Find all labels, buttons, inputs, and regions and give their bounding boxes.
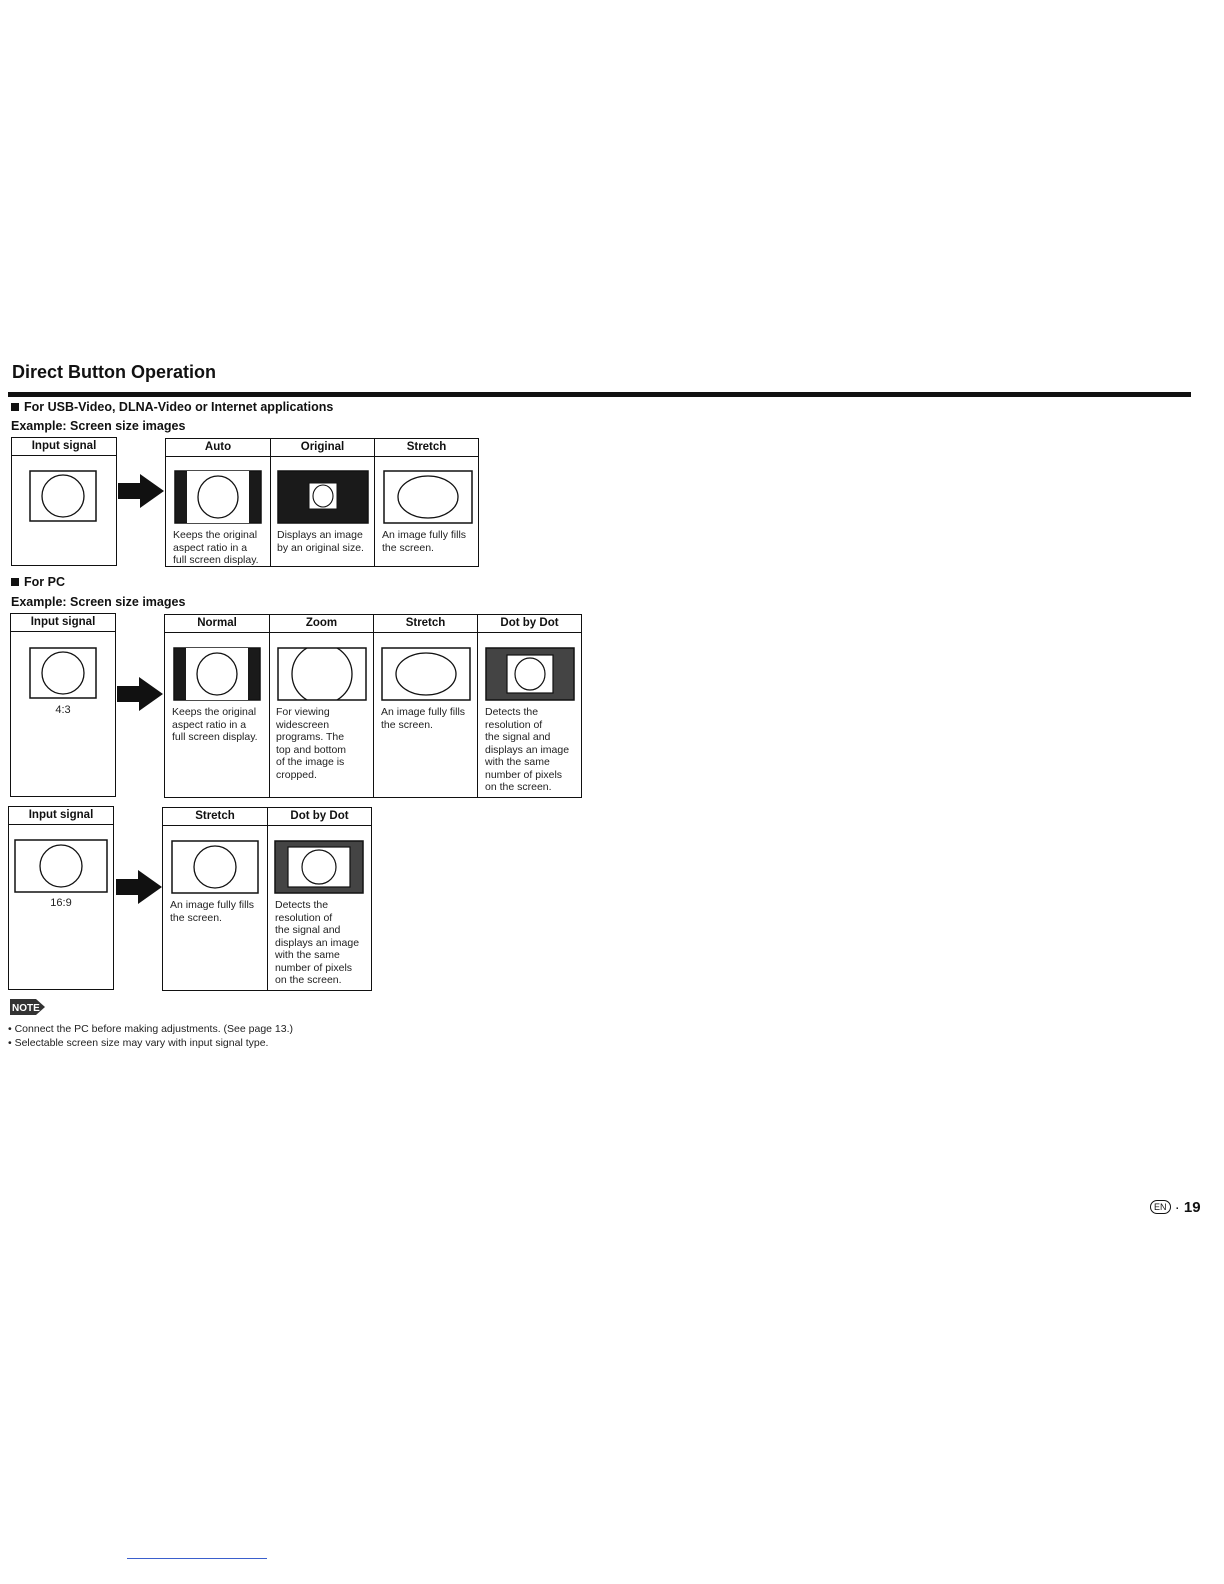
stretch-mode-screen-icon (171, 840, 259, 894)
footer-line (127, 1558, 267, 1559)
pc-mode-dot-by-dot-desc: Detects the resolution of the signal and displays an image with the same number of pixels on the screen. (485, 706, 570, 793)
dot-by-dot-mode-screen-icon (274, 840, 364, 894)
pc-mode-dot-by-dot-label: Dot by Dot (478, 615, 581, 633)
original-mode-screen-icon (277, 470, 369, 524)
page-separator: · (1174, 1199, 1180, 1216)
usb-mode-stretch-desc: An image fully fills the screen. (382, 529, 467, 554)
stretch-mode-screen-icon (383, 470, 473, 524)
pc-mode-stretch-desc: An image fully fills the screen. (381, 706, 466, 731)
usb-mode-stretch (374, 439, 478, 566)
usb-mode-auto (166, 439, 270, 566)
bullet-square-icon (11, 578, 19, 586)
pc-mode-dot-by-dot-16x9 (267, 808, 371, 990)
pc-mode-normal-label: Normal (165, 615, 269, 633)
pc-example-heading: Example: Screen size images (11, 595, 186, 609)
pc-input-signal-box-16x9 (8, 806, 114, 990)
pc-mode-normal-desc: Keeps the original aspect ratio in a full screen display. (172, 706, 258, 743)
pc-mode-dot-by-dot-label: Dot by Dot (268, 808, 371, 826)
pc-mode-normal (165, 615, 269, 797)
note-item-text: Connect the PC before making adjustments. (See page 13.) (14, 1023, 294, 1035)
pc-heading (11, 575, 65, 589)
language-badge: EN (1150, 1200, 1171, 1214)
input-ratio-label: 4:3 (55, 704, 71, 716)
note-item: • Connect the PC before making adjustments. (See page 13.) (8, 1023, 294, 1035)
dot-by-dot-mode-screen-icon (485, 647, 575, 701)
note-item-text: Selectable screen size may vary with input signal type. (14, 1037, 269, 1049)
right-arrow-icon (118, 474, 164, 508)
usb-mode-auto-label: Auto (166, 439, 270, 457)
page-number-value: 19 (1183, 1199, 1201, 1216)
usb-input-signal-label: Input signal (12, 438, 116, 456)
note-badge-label: NOTE (12, 1003, 40, 1014)
pc-modes-box-4x3 (164, 614, 582, 798)
normal-mode-screen-icon (173, 647, 261, 701)
pc-mode-zoom-desc: For viewing widescreen programs. The top and bottom of the image is cropped. (276, 706, 347, 781)
pc-mode-zoom (269, 615, 373, 797)
input-4x3-screen-icon (29, 470, 97, 522)
pc-mode-zoom-label: Zoom (270, 615, 373, 633)
auto-mode-screen-icon (174, 470, 262, 524)
usb-mode-auto-desc: Keeps the original aspect ratio in a full screen display. (173, 529, 259, 566)
note-badge-icon (8, 998, 46, 1016)
usb-heading (11, 400, 333, 414)
usb-mode-original-desc: Displays an image by an original size. (277, 529, 364, 554)
page-number (1150, 1199, 1201, 1216)
input-ratio-label: 16:9 (50, 897, 72, 909)
pc-input-signal-label: Input signal (9, 807, 113, 825)
usb-mode-stretch-label: Stretch (375, 439, 478, 457)
pc-mode-stretch (373, 615, 477, 797)
note-item: • Selectable screen size may vary with input signal type. (8, 1037, 269, 1049)
pc-modes-box-16x9 (162, 807, 372, 991)
pc-input-signal-box-4x3 (10, 613, 116, 797)
usb-mode-original-label: Original (271, 439, 374, 457)
pc-heading-text: For PC (24, 575, 65, 589)
pc-mode-stretch-desc: An image fully fills the screen. (170, 899, 255, 924)
usb-input-signal-box (11, 437, 117, 566)
pc-mode-dot-by-dot-desc: Detects the resolution of the signal and displays an image with the same number of pixels on the screen. (275, 899, 360, 986)
usb-modes-box (165, 438, 479, 567)
input-4x3-screen-icon (29, 647, 97, 699)
right-arrow-icon (116, 870, 162, 904)
usb-heading-text: For USB-Video, DLNA-Video or Internet applications (24, 400, 334, 414)
zoom-mode-screen-icon (277, 647, 367, 701)
pc-input-signal-label: Input signal (11, 614, 115, 632)
title-rule (8, 392, 1191, 397)
usb-mode-original (270, 439, 374, 566)
pc-mode-stretch-label: Stretch (374, 615, 477, 633)
pc-mode-stretch-16x9 (163, 808, 267, 990)
right-arrow-icon (117, 677, 163, 711)
usb-example-heading: Example: Screen size images (11, 419, 186, 433)
pc-mode-stretch-label: Stretch (163, 808, 267, 826)
stretch-mode-screen-icon (381, 647, 471, 701)
page-title: Direct Button Operation (12, 362, 217, 382)
pc-mode-dot-by-dot (477, 615, 581, 797)
bullet-square-icon (11, 403, 19, 411)
input-16x9-screen-icon (14, 839, 108, 893)
